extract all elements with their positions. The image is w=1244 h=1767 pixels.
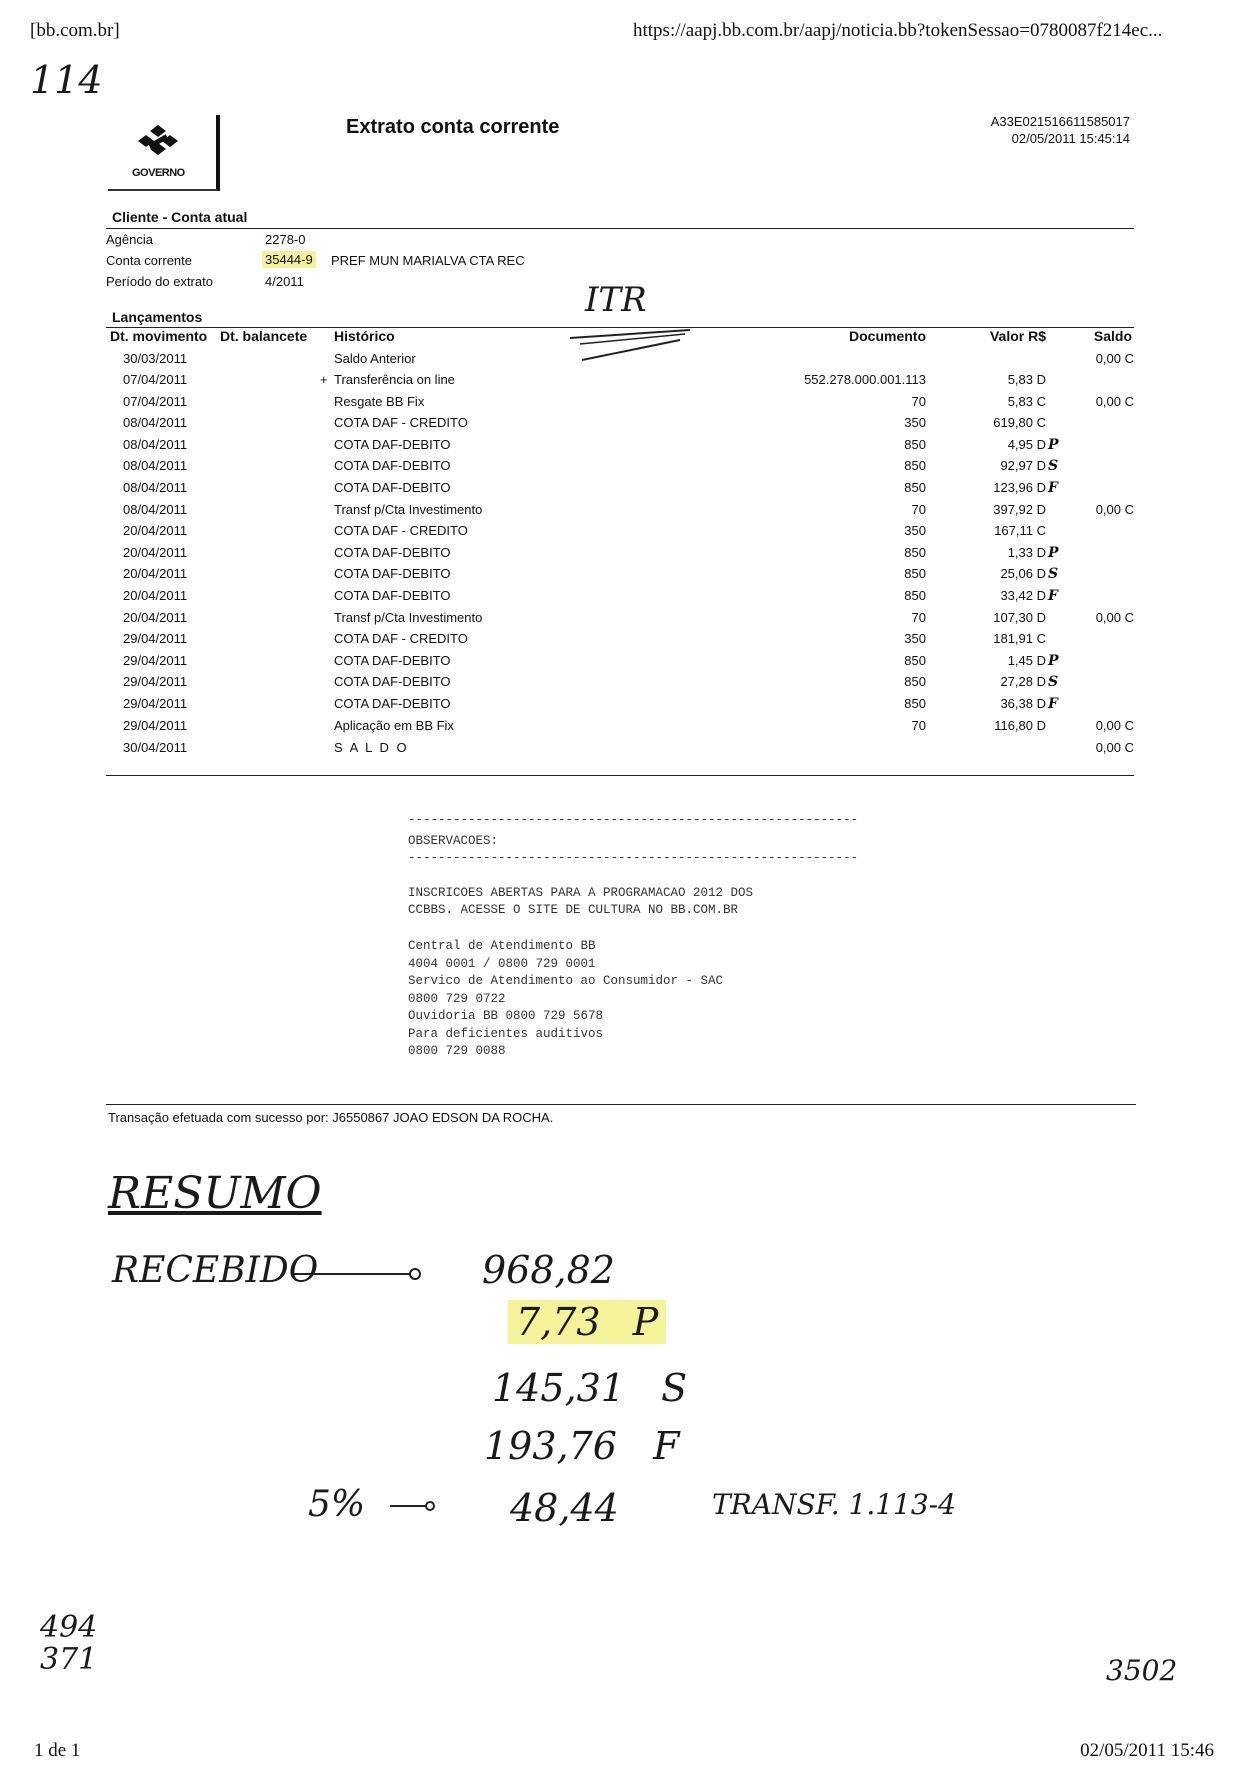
row-history: COTA DAF-DEBITO — [334, 437, 451, 452]
account-label: Conta corrente — [106, 253, 192, 268]
handwritten-bottom-code: 3502 — [1106, 1654, 1178, 1687]
client-section-title: Cliente - Conta atual — [112, 209, 248, 225]
p-value-text: 7,73 — [516, 1300, 601, 1344]
row-value: 92,97 D — [1000, 458, 1046, 473]
observations-line: 0800 729 0088 — [408, 1044, 506, 1058]
row-value: 5,83 C — [1007, 394, 1046, 409]
row-history: COTA DAF - CREDITO — [334, 523, 468, 538]
row-date: 07/04/2011 — [123, 372, 188, 387]
row-value: 167,11 C — [994, 523, 1046, 538]
row-date: 20/04/2011 — [123, 610, 188, 625]
table-row — [0, 631, 1244, 652]
table-row — [0, 718, 1244, 739]
document-datetime: 02/05/2011 15:45:14 — [1011, 131, 1130, 146]
divider — [106, 228, 1134, 229]
observations-line: Para deficientes auditivos — [408, 1027, 604, 1041]
table-row — [0, 394, 1244, 415]
row-date: 30/03/2011 — [123, 351, 188, 366]
row-value: 33,42 D — [1000, 588, 1046, 603]
row-document: 850 — [904, 674, 926, 689]
row-date: 29/04/2011 — [123, 718, 188, 733]
handwritten-transfer-note: TRANSF. 1.113-4 — [712, 1488, 956, 1521]
row-value: 25,06 D — [1000, 566, 1046, 581]
observations-notice-2: CCBBS. ACESSE O SITE DE CULTURA NO BB.COM.BR — [408, 903, 739, 917]
row-document: 850 — [904, 437, 926, 452]
row-mark: P — [1048, 545, 1059, 561]
row-document: 850 — [904, 653, 926, 668]
row-value: 181,91 C — [993, 631, 1046, 646]
row-balance: 0,00 C — [1095, 351, 1134, 366]
page-number: 1 de 1 — [34, 1740, 81, 1761]
observations-line: Servico de Atendimento ao Consumidor - SAC — [408, 974, 724, 988]
row-history: COTA DAF-DEBITO — [334, 545, 451, 560]
observations-rule-top: ------------------------------------------------------------ — [408, 813, 859, 827]
table-row — [0, 502, 1244, 523]
row-value: 123,96 D — [993, 480, 1046, 495]
document-title: Extrato conta corrente — [346, 116, 560, 138]
divider — [106, 1104, 1136, 1105]
observations-line: 4004 0001 / 0800 729 0001 — [408, 957, 596, 971]
row-history: Saldo Anterior — [334, 351, 416, 366]
row-history: COTA DAF-DEBITO — [334, 674, 451, 689]
observations-rule-bottom: ------------------------------------------------------------ — [408, 851, 859, 865]
row-date: 08/04/2011 — [123, 502, 188, 517]
col-movement-date: Dt. movimento — [110, 328, 208, 344]
row-value: 5,83 D — [1007, 372, 1046, 387]
row-document: 850 — [904, 458, 926, 473]
row-mark: F — [1048, 696, 1058, 712]
table-row — [0, 351, 1244, 372]
observations-line: Ouvidoria BB 0800 729 5678 — [408, 1009, 604, 1023]
row-history: COTA DAF-DEBITO — [334, 653, 451, 668]
f-letter: F — [653, 1424, 680, 1468]
row-history: Transf p/Cta Investimento — [334, 502, 483, 517]
row-date: 08/04/2011 — [123, 480, 188, 495]
table-row — [0, 545, 1244, 566]
row-value: 1,45 D — [1007, 653, 1046, 668]
row-document: 850 — [904, 566, 926, 581]
row-mark: F — [1048, 480, 1058, 496]
browser-site-label: [bb.com.br] — [30, 20, 120, 41]
table-row — [0, 653, 1244, 674]
row-history: Transf p/Cta Investimento — [334, 610, 483, 625]
handwritten-f-value — [484, 1424, 679, 1468]
row-mark: P — [1048, 653, 1059, 669]
row-document: 850 — [904, 545, 926, 560]
row-date: 20/04/2011 — [123, 545, 188, 560]
agency-value: 2278-0 — [265, 232, 306, 247]
row-history: Aplicação em BB Fix — [334, 718, 454, 733]
handwritten-itr: ITR — [585, 280, 647, 320]
row-mark: S — [1048, 458, 1059, 474]
handwritten-received-label: RECEBIDO — [112, 1250, 319, 1291]
handwritten-percent-label: 5% — [308, 1484, 366, 1525]
s-letter: S — [661, 1366, 688, 1410]
row-value: 4,95 D — [1007, 437, 1046, 452]
row-date: 29/04/2011 — [123, 674, 188, 689]
col-balance: Saldo — [1093, 328, 1132, 344]
row-history: S A L D O — [334, 740, 409, 755]
row-document: 850 — [904, 480, 926, 495]
s-value-text: 145,31 — [492, 1366, 625, 1410]
row-history: COTA DAF - CREDITO — [334, 415, 468, 430]
row-document: 552.278.000.001.113 — [804, 372, 926, 387]
period-value: 4/2011 — [265, 274, 304, 289]
bank-logo-icon — [136, 123, 180, 163]
row-balance: 0,00 C — [1095, 394, 1134, 409]
table-row — [0, 437, 1244, 458]
plus-icon: + — [320, 372, 328, 387]
table-row — [0, 588, 1244, 609]
arrow-right-icon — [388, 1496, 438, 1516]
row-history: Transferência on line — [334, 372, 455, 387]
row-history: COTA DAF-DEBITO — [334, 566, 451, 581]
observations-title: OBSERVACOES: — [408, 834, 499, 848]
row-date: 07/04/2011 — [123, 394, 188, 409]
account-name: PREF MUN MARIALVA CTA REC — [331, 253, 525, 268]
col-balance-date: Dt. balancete — [220, 328, 308, 344]
account-value: 35444-9 — [262, 251, 316, 268]
bank-logo — [108, 115, 220, 191]
row-mark: P — [1048, 437, 1059, 453]
row-document: 850 — [904, 696, 926, 711]
document-code: A33E021516611585017 — [990, 114, 1130, 129]
row-history: COTA DAF - CREDITO — [334, 631, 468, 646]
row-value: 36,38 D — [1000, 696, 1046, 711]
f-value-text: 193,76 — [484, 1424, 617, 1468]
margin-line-1: 494 — [40, 1610, 98, 1645]
margin-line-2: 371 — [40, 1642, 98, 1677]
row-document: 350 — [904, 415, 926, 430]
arrow-right-icon — [292, 1262, 426, 1286]
table-row — [0, 696, 1244, 717]
table-row — [0, 740, 1244, 761]
browser-url[interactable]: https://aapj.bb.com.br/aapj/noticia.bb?tokenSessao=0780087f214ec... — [633, 20, 1163, 41]
agency-label: Agência — [106, 232, 153, 247]
row-value: 619,80 C — [993, 415, 1046, 430]
row-document: 70 — [911, 718, 926, 733]
logo-text: GOVERNO — [132, 167, 185, 179]
col-document: Documento — [849, 328, 926, 344]
handwritten-percent-value: 48,44 — [510, 1486, 619, 1530]
row-date: 30/04/2011 — [123, 740, 188, 755]
row-mark: S — [1048, 566, 1059, 582]
row-document: 850 — [904, 588, 926, 603]
row-history: Resgate BB Fix — [334, 394, 425, 409]
row-mark: F — [1048, 588, 1058, 604]
observations-line: 0800 729 0722 — [408, 992, 506, 1006]
table-row — [0, 610, 1244, 631]
table-row — [0, 566, 1244, 587]
row-document: 350 — [904, 631, 926, 646]
row-history: COTA DAF-DEBITO — [334, 458, 451, 473]
table-row — [0, 674, 1244, 695]
row-mark: S — [1048, 674, 1059, 690]
transaction-message: Transação efetuada com sucesso por: J6550867 JOAO EDSON DA ROCHA. — [108, 1110, 554, 1125]
table-row — [0, 415, 1244, 436]
entries-section-title: Lançamentos — [112, 309, 203, 325]
row-value: 107,30 D — [993, 610, 1046, 625]
table-row — [0, 523, 1244, 544]
row-document: 70 — [911, 394, 926, 409]
handwritten-margin-note — [40, 1612, 97, 1676]
row-date: 20/04/2011 — [123, 588, 188, 603]
row-document: 70 — [911, 502, 926, 517]
table-row — [0, 458, 1244, 479]
row-date: 08/04/2011 — [123, 415, 188, 430]
col-history: Histórico — [334, 328, 395, 344]
row-value: 27,28 D — [1000, 674, 1046, 689]
row-value: 397,92 D — [993, 502, 1046, 517]
handwritten-received-value: 968,82 — [482, 1248, 615, 1292]
row-date: 20/04/2011 — [123, 566, 188, 581]
row-balance: 0,00 C — [1095, 502, 1134, 517]
handwritten-page-mark: 114 — [30, 58, 103, 102]
row-date: 08/04/2011 — [123, 437, 188, 452]
row-date: 29/04/2011 — [123, 653, 188, 668]
row-date: 08/04/2011 — [123, 458, 188, 473]
table-row — [0, 372, 1244, 393]
observations-notice-1: INSCRICOES ABERTAS PARA A PROGRAMACAO 2012 DOS — [408, 886, 754, 900]
col-value: Valor R$ — [989, 328, 1046, 344]
row-document: 350 — [904, 523, 926, 538]
document-code-block — [991, 113, 1130, 147]
row-balance: 0,00 C — [1095, 718, 1134, 733]
handwritten-summary-title: RESUMO — [108, 1168, 322, 1219]
row-balance: 0,00 C — [1095, 740, 1134, 755]
row-history: COTA DAF-DEBITO — [334, 588, 451, 603]
row-history: COTA DAF-DEBITO — [334, 696, 451, 711]
p-letter: P — [632, 1300, 659, 1344]
row-document: 70 — [911, 610, 926, 625]
row-balance: 0,00 C — [1095, 610, 1134, 625]
divider — [106, 775, 1134, 776]
print-datetime: 02/05/2011 15:46 — [1080, 1740, 1214, 1761]
row-date: 29/04/2011 — [123, 631, 188, 646]
row-value: 116,80 D — [994, 718, 1046, 733]
table-row — [0, 480, 1244, 501]
handwritten-s-value — [492, 1366, 687, 1410]
period-label: Período do extrato — [106, 274, 213, 289]
row-date: 29/04/2011 — [123, 696, 188, 711]
row-history: COTA DAF-DEBITO — [334, 480, 451, 495]
observations-line: Central de Atendimento BB — [408, 939, 596, 953]
handwritten-p-value — [508, 1300, 666, 1344]
row-value: 1,33 D — [1007, 545, 1046, 560]
row-date: 20/04/2011 — [123, 523, 188, 538]
